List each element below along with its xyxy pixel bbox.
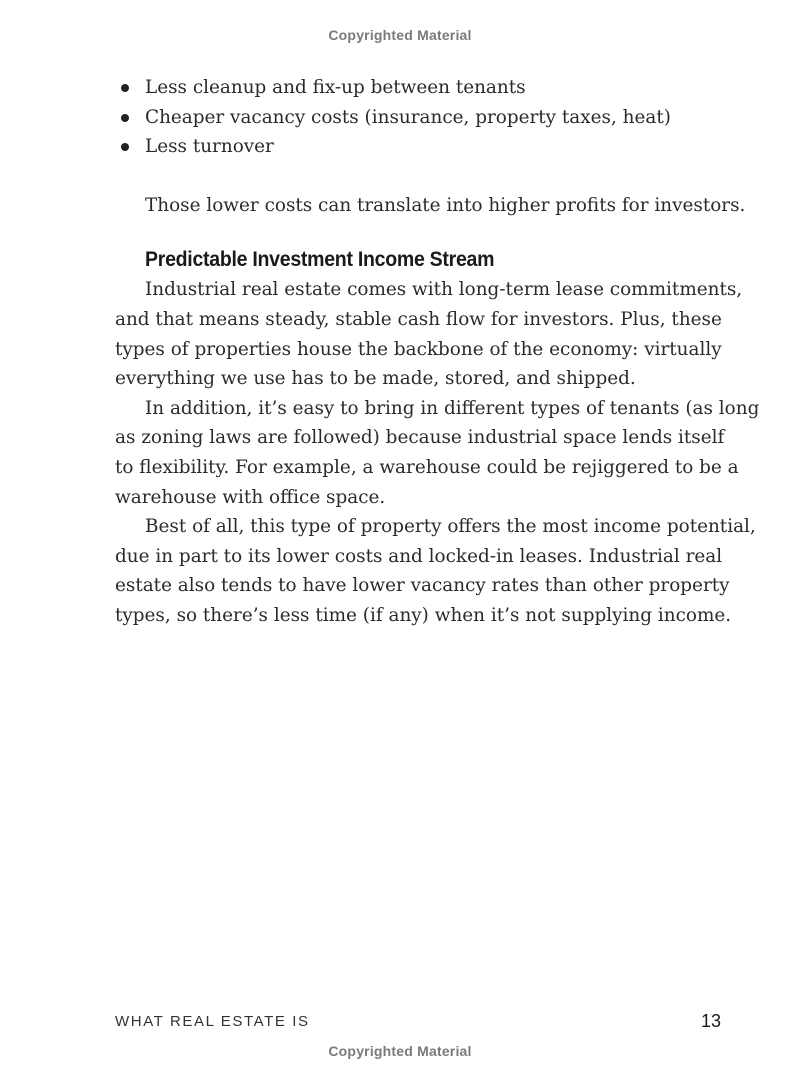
lead-paragraph: Those lower costs can translate into higher profits for investors. [145,194,746,216]
body-paragraph [115,394,760,512]
body-paragraph [115,275,743,393]
bullet-icon [121,84,129,92]
bullet-item: Less turnover [115,132,721,162]
paragraph-line: In addition, it’s easy to bring in different types of tenants (as long [145,397,760,419]
body-paragraph [115,512,756,630]
paragraph-line: warehouse with office space. [115,486,386,508]
paragraph-line: and that means steady, stable cash flow for investors. Plus, these [115,308,722,330]
bullet-item: Cheaper vacancy costs (insurance, property taxes, heat) [115,103,721,133]
paragraph-line: estate also tends to have lower vacancy rates than other property [115,575,730,597]
paragraph-line: everything we use has to be made, stored, and shipped. [115,368,636,390]
running-head: WHAT REAL ESTATE IS [115,1013,310,1030]
paragraph-line: to flexibility. For example, a warehouse could be rejiggered to be a [115,456,739,478]
page-number: 13 [700,1011,721,1031]
bullet-item: Less cleanup and fix-up between tenants [115,73,721,103]
bullet-list [115,73,721,162]
paragraph-line: types, so there’s less time (if any) when it’s not supplying income. [115,604,732,626]
page-body [115,73,760,631]
paragraph-line: as zoning laws are followed) because industrial space lends itself [115,427,725,449]
bullet-icon [121,143,129,151]
copyright-watermark-bottom: Copyrighted Material [328,1043,472,1059]
page-footer [115,1011,721,1035]
section-heading: Predictable Investment Income Stream [145,248,495,272]
bullet-icon [121,114,129,122]
copyright-watermark-top: Copyrighted Material [328,27,472,43]
paragraph-line: types of properties house the backbone of the economy: virtually [115,338,722,360]
paragraph-line: Best of all, this type of property offers the most income potential, [145,516,756,538]
paragraph-line: due in part to its lower costs and locked-in leases. Industrial real [115,545,723,567]
paragraph-line: Industrial real estate comes with long-term lease commitments, [145,279,743,301]
